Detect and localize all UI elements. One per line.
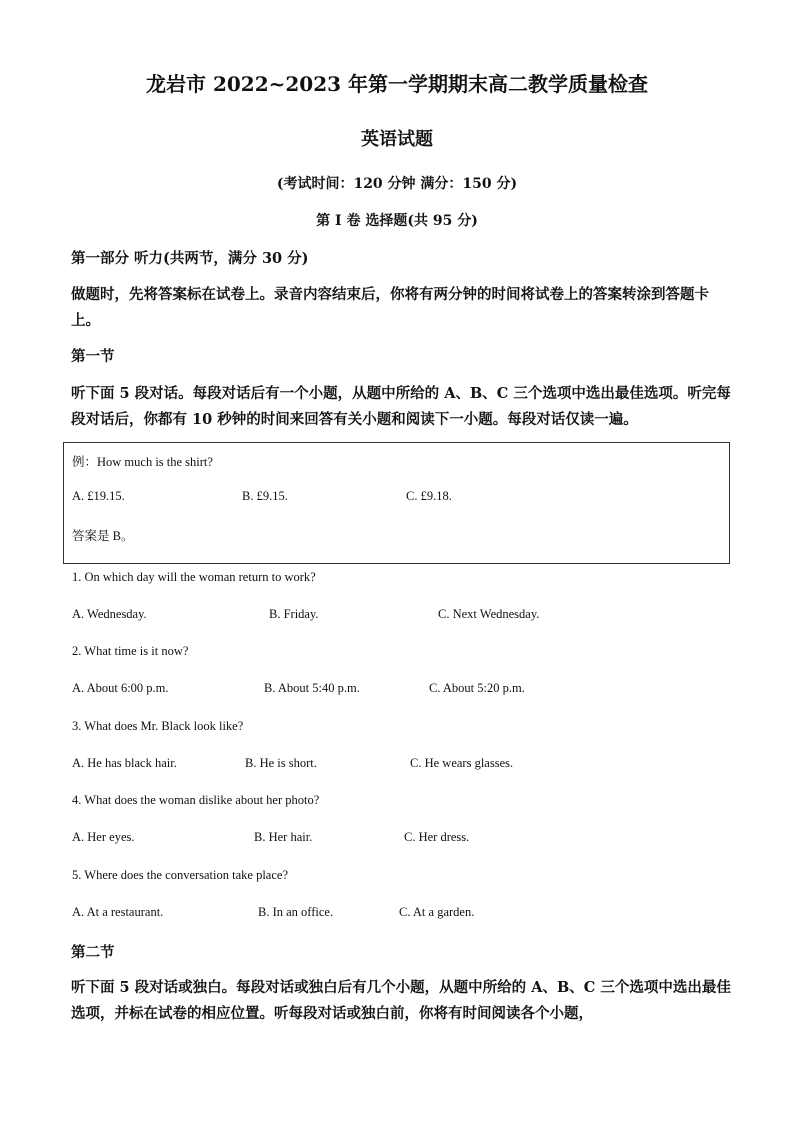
section2-heading: 第二节 xyxy=(71,944,115,961)
example-option-c: C. £9.18. xyxy=(406,489,452,503)
example-option-b: B. £9.15. xyxy=(242,489,288,503)
example-answer: 答案是 B。 xyxy=(72,529,134,543)
section1-instruction: 听下面 5 段对话。每段对话后有一个小题，从题中所给的 A、B、C 三个选项中选出最佳选项。听完每段对话后，你都有 10 秒钟的时间来回答有关小题和阅读下一小题。每段对话仅读一遍。 xyxy=(71,385,731,428)
q4-option-c: C. Her dress. xyxy=(404,830,470,844)
q1-option-b: B. Friday. xyxy=(269,607,319,621)
subject-title: 英语试题 xyxy=(361,129,433,150)
q3-option-c: C. He wears glasses. xyxy=(410,756,514,770)
q2-option-a: A. About 6:00 p.m. xyxy=(72,681,169,695)
q2-option-b: B. About 5:40 p.m. xyxy=(264,681,360,695)
example-option-a: A. £19.15. xyxy=(72,489,125,503)
question-3: 3. What does Mr. Black look like? xyxy=(72,719,244,733)
question-5: 5. Where does the conversation take place? xyxy=(72,868,288,882)
q3-option-a: A. He has black hair. xyxy=(72,756,177,770)
exam-title: 龙岩市 2022~2023 年第一学期期末高二教学质量检查 xyxy=(145,72,648,96)
volume-heading: 第 I 卷 选择题(共 95 分) xyxy=(316,213,478,229)
section1-heading: 第一节 xyxy=(71,348,115,365)
q5-option-c: C. At a garden. xyxy=(399,905,475,919)
question-1: 1. On which day will the woman return to work? xyxy=(72,570,316,584)
q1-option-c: C. Next Wednesday. xyxy=(438,607,540,621)
section2-instruction: 听下面 5 段对话或独白。每段对话或独白后有几个小题，从题中所给的 A、B、C 三个选项中选出最佳选项，并标在试卷的相应位置。听每段对话或独白前，你将有时间阅读各个小题， xyxy=(71,979,731,1022)
example-question: 例：How much is the shirt? xyxy=(72,455,213,469)
q1-option-a: A. Wednesday. xyxy=(72,607,147,621)
exam-info: (考试时间：120 分钟 满分：150 分) xyxy=(276,176,518,192)
q5-option-a: A. At a restaurant. xyxy=(72,905,164,919)
question-2: 2. What time is it now? xyxy=(72,644,189,658)
question-4: 4. What does the woman dislike about her photo? xyxy=(72,793,320,807)
q4-option-b: B. Her hair. xyxy=(254,830,313,844)
q3-option-b: B. He is short. xyxy=(245,756,317,770)
q2-option-c: C. About 5:20 p.m. xyxy=(429,681,525,695)
part1-instruction: 做题时，先将答案标在试卷上。录音内容结束后，你将有两分钟的时间将试卷上的答案转涂到答题卡上。 xyxy=(71,286,709,329)
part1-heading: 第一部分 听力(共两节，满分 30 分) xyxy=(71,250,309,267)
q5-option-b: B. In an office. xyxy=(258,905,334,919)
q4-option-a: A. Her eyes. xyxy=(72,830,135,844)
